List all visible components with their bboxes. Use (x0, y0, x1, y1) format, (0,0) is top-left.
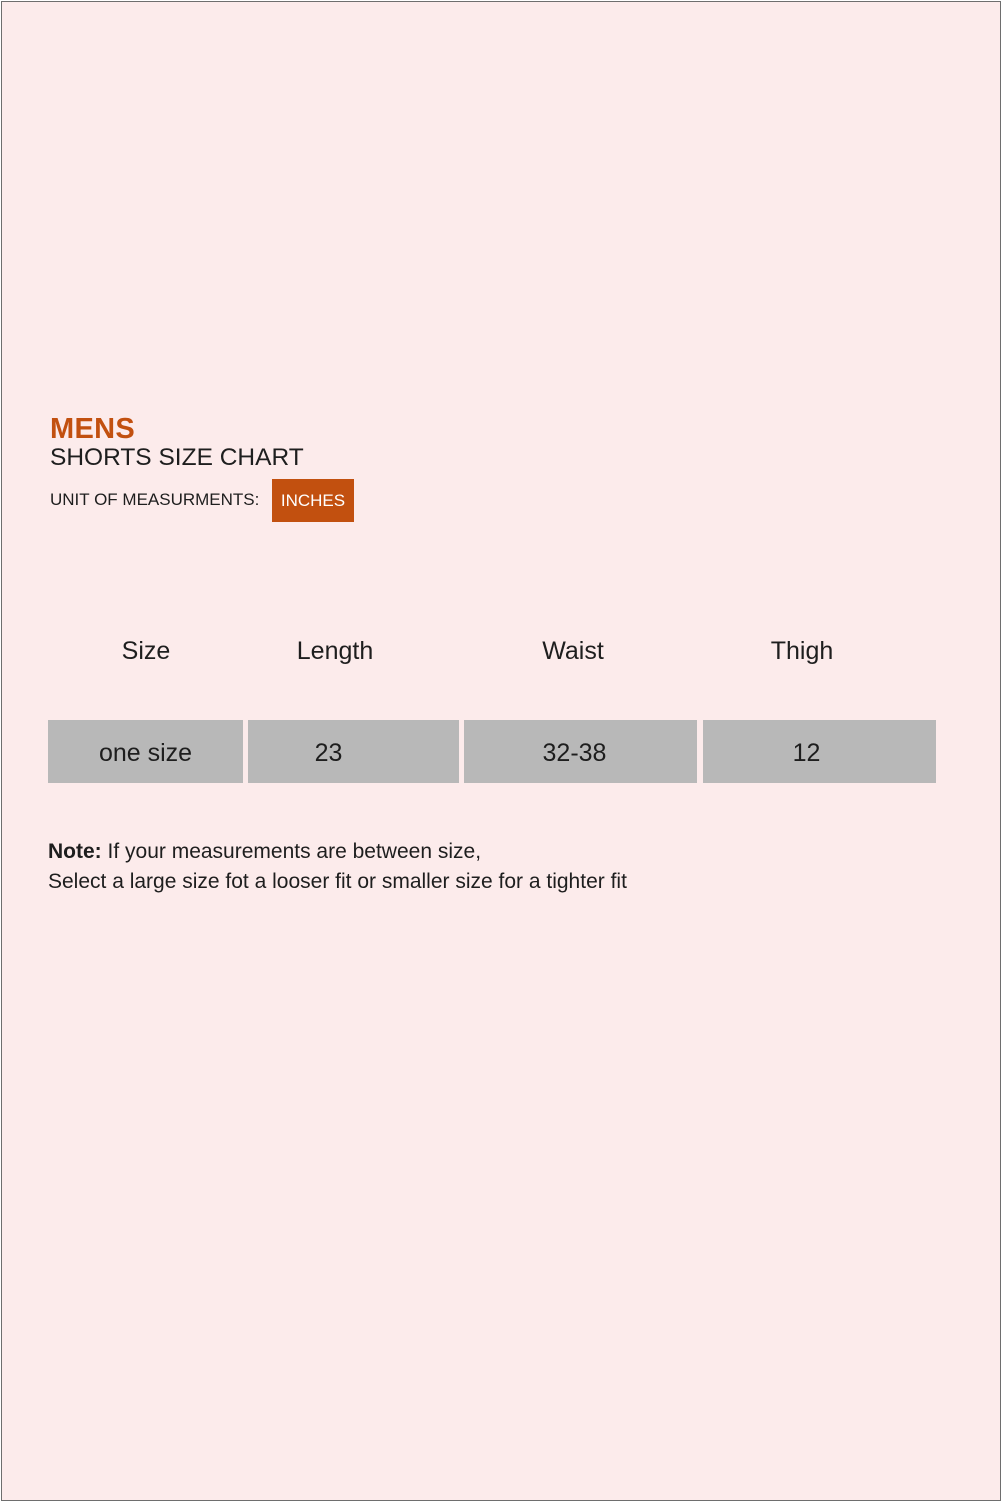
note-line-2: Select a large size fot a looser fit or smaller size for a tighter fit (48, 870, 627, 893)
table-cell-waist: 32-38 (464, 720, 697, 783)
size-chart-page (1, 1, 1001, 1501)
table-cell-thigh: 12 (703, 720, 936, 783)
column-header-thigh: Thigh (770, 637, 834, 665)
column-header-length: Length (296, 637, 374, 665)
table-cell-size: one size (48, 720, 243, 783)
chart-title: SHORTS SIZE CHART (50, 444, 304, 471)
column-header-size: Size (121, 637, 171, 665)
column-header-waist: Waist (542, 637, 604, 665)
brand-heading: MENS (50, 413, 135, 445)
note-line-1 (48, 839, 481, 865)
note-text-1: If your measurements are between size, (107, 840, 482, 863)
unit-label: UNIT OF MEASURMENTS: (50, 490, 260, 509)
note-label: Note: (48, 840, 102, 863)
unit-badge: INCHES (272, 479, 354, 522)
table-cell-length: 23 (248, 720, 459, 783)
